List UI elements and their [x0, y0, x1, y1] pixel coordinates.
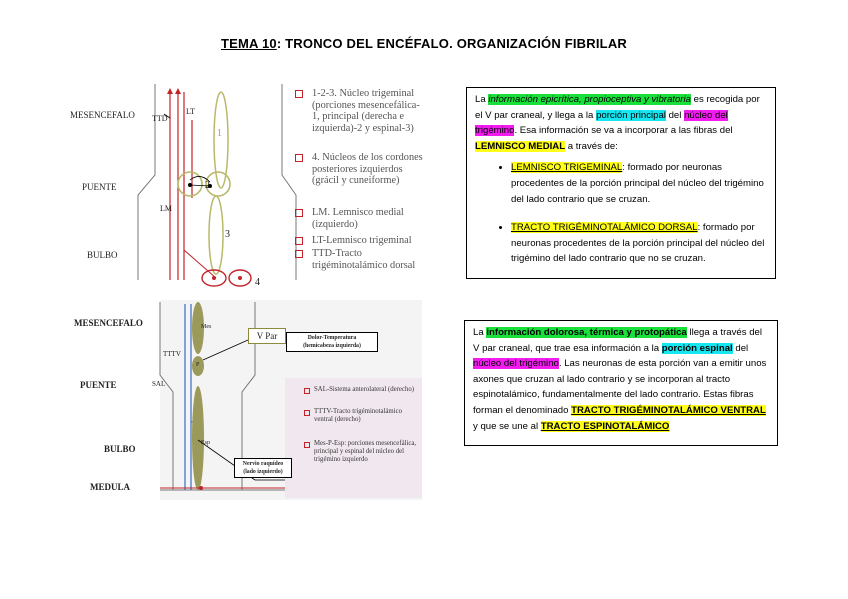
legend2-item: TTTV-Tracto trigéminotalámico ventral (derecho): [314, 408, 420, 424]
vpar-label: V Par: [256, 331, 278, 341]
vpar-box: [248, 328, 286, 344]
label-bulbo: BULBO: [104, 444, 136, 454]
label-mes: Mes: [201, 324, 212, 330]
nervio-label-1: Nervio raquídeo: [242, 461, 284, 467]
esp-ellipse: [192, 386, 204, 490]
hl-tracto-ventral: TRACTO TRIGÉMINOTALÁMICO VENTRAL: [571, 404, 766, 416]
label-sal: SAL: [152, 380, 166, 388]
nervio-box: [234, 458, 292, 478]
label-puente: PUENTE: [82, 182, 117, 192]
nucleus-3-ellipse: [209, 196, 223, 274]
figure-lemnisco-diagram: [60, 80, 430, 292]
label-ttd: TTD: [152, 114, 168, 123]
hl-porcion-principal: porción principal: [596, 109, 666, 121]
dolor-label-1: Dolor-Temperatura: [307, 335, 357, 341]
nucleus-1-ellipse: [214, 92, 228, 188]
legend1-item: TTD-Tracto trigéminotalámico dorsal: [312, 248, 427, 271]
title-prefix: TEMA 10: [221, 36, 277, 51]
hl-informacion-dolorosa: información dolorosa, térmica y protopática: [486, 327, 687, 338]
label-n4: 4: [255, 277, 260, 288]
label-medula: MEDULA: [90, 482, 130, 492]
nervio-label-2: (lado izquierdo): [243, 469, 283, 475]
legend1-item: LM. Lemnisco medial (izquierdo): [312, 207, 427, 230]
list-item: • LEMNISCO TRIGEMINAL: formado por neuronas procedentes de la porción principal del núcleo del trigémino del lado contrario que se cruzan.: [511, 160, 767, 207]
label-esp: Esp: [201, 440, 210, 446]
box1-list: [475, 160, 767, 267]
hl-nucleo-trigemino: núcleo del trigémino: [475, 109, 728, 137]
legend2-item: SAL-Sistema anterolateral (derecho): [314, 386, 420, 394]
label-lm: LM: [160, 204, 172, 213]
legend1-item: LT-Lemnisco trigeminal: [312, 235, 427, 247]
label-n3: 3: [225, 229, 230, 240]
hl-informacion-epicritica: información epicrítica, propioceptiva y vibratoria: [488, 94, 691, 105]
box2-paragraph: La información dolorosa, térmica y protopática llega a través del V par craneal, que trae esa información a la porción espinal del núcleo del trigémino. Las neuronas de esta porción van a emitir unos axones que cruzan al lado contrario y se incorporan al tracto espinotalámico, fundamentalmente del lado contrario. Estas fibras forman el denominado TRACTO TRIGÉMINOTALÁMICO VENTRAL y que se une al TRACTO ESPINOTALÁMICO: [473, 327, 767, 432]
title-rest: : TRONCO DEL ENCÉFALO. ORGANIZACIÓN FIBRILAR: [276, 36, 627, 51]
label-n1: 1: [217, 128, 222, 139]
hl-tracto-espinotalamico: TRACTO ESPINOTALÁMICO: [540, 420, 670, 432]
text-box-dolorosa: [464, 320, 778, 446]
label-n2: 2: [205, 180, 210, 191]
hl-nucleo-trigemino: núcleo del trigémino: [473, 358, 559, 370]
label-mesencefalo: MESENCEFALO: [74, 318, 143, 328]
hl-lemnisco-trigeminal: LEMNISCO TRIGEMINAL: [511, 162, 623, 174]
legend1-item: 4. Núcleos de los cordones posteriores izquierdos (grácil y cuneiforme): [312, 152, 427, 187]
hl-tracto-dorsal: TRACTO TRIGÉMINOTALÁMICO DORSAL: [511, 222, 698, 234]
hl-lemnisco-medial: LEMNISCO MEDIAL: [475, 140, 566, 152]
label-p: P: [196, 362, 200, 368]
page-title: [0, 36, 848, 51]
text-box-epicritica: [466, 87, 776, 279]
dolor-label-2: (hemicabeza izquierda): [303, 343, 361, 349]
box1-paragraph: La información epicrítica, propioceptiva y vibratoria es recogida por el V par craneal, y llega a la porción principal del núcleo del trigémino. Esa información se va a incorporar a las fibras del LEMNISCO MEDIAL a través de:: [475, 94, 760, 152]
label-lt: LT: [186, 107, 196, 116]
list-item: • TRACTO TRIGÉMINOTALÁMICO DORSAL: formado por neuronas procedentes de la porción principal del núcleo del trigémino del lado contrario que no se cruzan.: [511, 220, 767, 267]
dolor-box: [286, 332, 378, 352]
label-ttv: TTTV: [163, 350, 181, 358]
legend2-item: Mes-P-Esp: porciones mesencefálica, principal y espinal del núcleo del trigémino izquierdo: [314, 440, 420, 464]
label-puente: PUENTE: [80, 380, 117, 390]
label-mesencefalo: MESENCEFALO: [70, 110, 135, 120]
figure-dolor-diagram: [60, 300, 422, 500]
hl-porcion-espinal: porción espinal: [661, 342, 733, 354]
label-bulbo: BULBO: [87, 250, 118, 260]
legend1-item: 1-2-3. Núcleo trigeminal (porciones mesencefálica-1, principal (derecha e izquierda)-2 y espinal-3): [312, 88, 427, 134]
